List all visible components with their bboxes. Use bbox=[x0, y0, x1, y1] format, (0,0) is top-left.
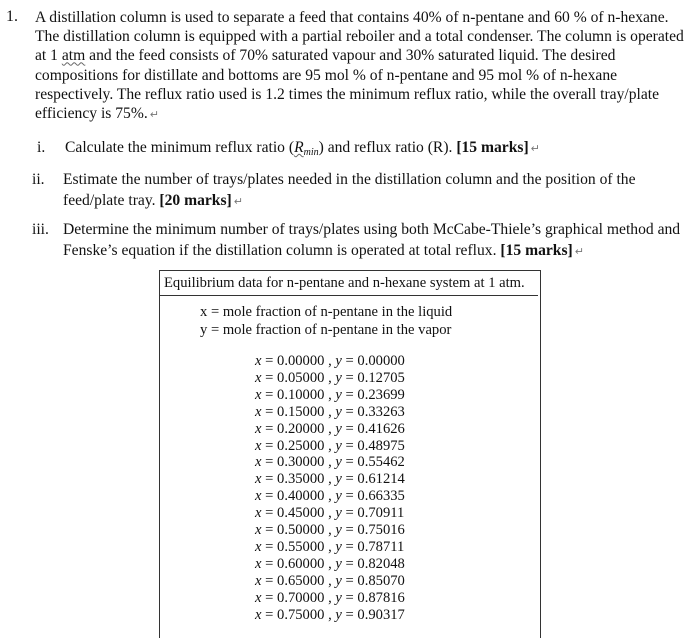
intro-line-1: A distillation column is used to separate a feed that contains 40% of n-pentane and 60 % of n-hexane. bbox=[35, 9, 669, 26]
x-symbol: x bbox=[255, 471, 262, 488]
subpart-iii-label: iii. bbox=[32, 221, 49, 238]
subpart-ii-line-1: Estimate the number of trays/plates needed in the distillation column and the position of the bbox=[63, 171, 636, 188]
x-symbol: x bbox=[255, 589, 262, 606]
table-row: x = 0.40000 , y = 0.66335 bbox=[255, 488, 405, 505]
return-mark-icon: ↵ bbox=[233, 195, 243, 208]
y-symbol: y bbox=[335, 572, 342, 589]
y-symbol: y bbox=[335, 471, 342, 488]
subpart-i-marks: [15 marks] bbox=[456, 139, 529, 156]
question-intro bbox=[35, 8, 690, 124]
y-symbol: y bbox=[335, 589, 342, 606]
x-value: 0.30000 bbox=[277, 454, 325, 471]
y-value: 0.55462 bbox=[357, 454, 405, 471]
return-mark-icon: ↵ bbox=[530, 142, 540, 155]
table-row: x = 0.70000 , y = 0.87816 bbox=[255, 589, 405, 606]
y-symbol: y bbox=[335, 454, 342, 471]
x-symbol: x bbox=[255, 488, 262, 505]
table-row: x = 0.05000 , y = 0.12705 bbox=[255, 369, 405, 386]
table-row: x = 0.00000 , y = 0.00000 bbox=[255, 353, 405, 369]
x-symbol: x bbox=[255, 369, 262, 386]
x-symbol: x bbox=[255, 420, 262, 437]
x-symbol: x bbox=[255, 353, 262, 369]
x-value: 0.25000 bbox=[277, 437, 325, 454]
subpart-ii-line-2-text: feed/plate tray. bbox=[63, 192, 160, 209]
table-row: x = 0.45000 , y = 0.70911 bbox=[255, 505, 405, 522]
subpart-iii-line-2-text: Fenske’s equation if the distillation column is operated at total reflux. bbox=[63, 242, 501, 259]
y-value: 0.66335 bbox=[357, 488, 405, 505]
x-value: 0.10000 bbox=[277, 386, 325, 403]
table-row: x = 0.65000 , y = 0.85070 bbox=[255, 572, 405, 589]
table-row: x = 0.55000 , y = 0.78711 bbox=[255, 538, 405, 555]
x-value: 0.75000 bbox=[277, 606, 325, 623]
subpart-i-text-before: Calculate the minimum reflux ratio ( bbox=[65, 139, 295, 156]
rmin-symbol bbox=[294, 139, 319, 156]
x-value: 0.65000 bbox=[277, 572, 325, 589]
rmin-sub: min bbox=[303, 147, 319, 158]
subpart-i-text bbox=[65, 137, 685, 163]
subpart-iii-line-2 bbox=[63, 240, 690, 262]
y-symbol: y bbox=[335, 538, 342, 555]
x-symbol: x bbox=[255, 403, 262, 420]
x-value: 0.35000 bbox=[277, 471, 325, 488]
y-value: 0.90317 bbox=[357, 606, 405, 623]
intro-line-4: compositions for distillate and bottoms are 95 mol % of n-pentane and 95 mol % of n-hexane bbox=[35, 66, 618, 84]
question-number: 1. bbox=[6, 8, 18, 25]
table-row: x = 0.60000 , y = 0.82048 bbox=[255, 555, 405, 572]
x-symbol: x bbox=[255, 386, 262, 403]
equilibrium-rows bbox=[255, 353, 405, 624]
subpart-i bbox=[37, 137, 692, 159]
subpart-iii bbox=[32, 219, 692, 263]
y-value: 0.41626 bbox=[357, 420, 405, 437]
x-value: 0.55000 bbox=[277, 538, 325, 555]
subpart-i-label: i. bbox=[37, 139, 46, 156]
y-value: 0.33263 bbox=[357, 403, 405, 420]
y-symbol: y bbox=[335, 488, 342, 505]
y-symbol: y bbox=[335, 606, 342, 623]
y-value: 0.23699 bbox=[357, 386, 405, 403]
x-value: 0.40000 bbox=[277, 488, 325, 505]
y-symbol: y bbox=[335, 369, 342, 386]
y-symbol: y bbox=[335, 505, 342, 522]
table-row: x = 0.25000 , y = 0.48975 bbox=[255, 437, 405, 454]
x-value: 0.20000 bbox=[277, 420, 325, 437]
subpart-ii-marks: [20 marks] bbox=[159, 192, 232, 209]
x-value: 0.45000 bbox=[277, 505, 325, 522]
y-value: 0.87816 bbox=[357, 589, 405, 606]
y-value: 0.82048 bbox=[357, 555, 405, 572]
table-row: x = 0.30000 , y = 0.55462 bbox=[255, 454, 405, 471]
y-symbol: y bbox=[335, 522, 342, 539]
equilibrium-table-title: Equilibrium data for n-pentane and n-hexane system at 1 atm. bbox=[160, 271, 538, 296]
x-value: 0.15000 bbox=[277, 403, 325, 420]
legend-x: x = mole fraction of n-pentane in the liquid bbox=[200, 304, 453, 320]
table-row: x = 0.15000 , y = 0.33263 bbox=[255, 403, 405, 420]
subpart-ii-text bbox=[63, 169, 690, 212]
subpart-iii-marks: [15 marks] bbox=[500, 242, 573, 259]
intro-line-3-prefix: at 1 bbox=[35, 47, 62, 65]
x-value: 0.70000 bbox=[277, 589, 325, 606]
x-symbol: x bbox=[255, 505, 262, 522]
equilibrium-table bbox=[159, 270, 541, 638]
x-symbol: x bbox=[255, 454, 262, 471]
rmin-main: R bbox=[294, 139, 304, 156]
intro-line-2: The distillation column is equipped with a partial reboiler and a total condenser. The column is operated bbox=[35, 28, 684, 46]
x-symbol: x bbox=[255, 522, 262, 539]
atm-word: atm bbox=[61, 47, 86, 65]
table-row: x = 0.50000 , y = 0.75016 bbox=[255, 522, 405, 539]
y-value: 0.12705 bbox=[357, 369, 405, 386]
y-symbol: y bbox=[335, 420, 342, 437]
y-value: 0.61214 bbox=[357, 471, 405, 488]
x-symbol: x bbox=[255, 606, 262, 623]
y-value: 0.78711 bbox=[357, 538, 405, 555]
x-value: 0.50000 bbox=[277, 522, 325, 539]
table-row: x = 0.10000 , y = 0.23699 bbox=[255, 386, 405, 403]
intro-line-3-rest: and the feed consists of 70% saturated vapour and 30% saturated liquid. The desired bbox=[89, 47, 616, 65]
y-value: 0.70911 bbox=[357, 505, 405, 522]
return-mark-icon: ↵ bbox=[574, 245, 584, 258]
x-symbol: x bbox=[255, 555, 262, 572]
x-value: 0.00000 bbox=[277, 353, 325, 369]
intro-line-6 bbox=[35, 104, 690, 124]
table-row: x = 0.35000 , y = 0.61214 bbox=[255, 471, 405, 488]
return-mark-icon: ↵ bbox=[149, 108, 159, 122]
y-symbol: y bbox=[335, 437, 342, 454]
subpart-iii-line-1: Determine the minimum number of trays/plates using both McCabe-Thiele’s graphical method and bbox=[63, 221, 681, 238]
y-symbol: y bbox=[335, 555, 342, 572]
subpart-ii-line-2 bbox=[63, 190, 690, 212]
subpart-ii-label: ii. bbox=[32, 171, 45, 188]
legend-y: y = mole fraction of n-pentane in the vapor bbox=[200, 322, 452, 338]
intro-line-3 bbox=[35, 46, 690, 65]
subpart-i-text-after: ) and reflux ratio (R). bbox=[318, 139, 457, 156]
intro-line-5: respectively. The reflux ratio used is 1.2 times the minimum reflux ratio, while the overall tray/plate bbox=[35, 85, 660, 103]
y-value: 0.75016 bbox=[357, 522, 405, 539]
x-symbol: x bbox=[255, 538, 262, 555]
y-value: 0.48975 bbox=[357, 437, 405, 454]
subpart-ii bbox=[32, 169, 692, 213]
x-symbol: x bbox=[255, 572, 262, 589]
x-symbol: x bbox=[255, 437, 262, 454]
subpart-iii-text bbox=[63, 219, 690, 262]
y-value: 0.85070 bbox=[357, 572, 405, 589]
table-row: x = 0.20000 , y = 0.41626 bbox=[255, 420, 405, 437]
y-symbol: y bbox=[335, 353, 342, 369]
y-symbol: y bbox=[335, 386, 342, 403]
y-value: 0.00000 bbox=[357, 353, 405, 369]
table-row: x = 0.75000 , y = 0.90317 bbox=[255, 606, 405, 623]
x-value: 0.05000 bbox=[277, 369, 325, 386]
intro-line-6-text: efficiency is 75%. bbox=[35, 105, 148, 123]
x-value: 0.60000 bbox=[277, 555, 325, 572]
y-symbol: y bbox=[335, 403, 342, 420]
